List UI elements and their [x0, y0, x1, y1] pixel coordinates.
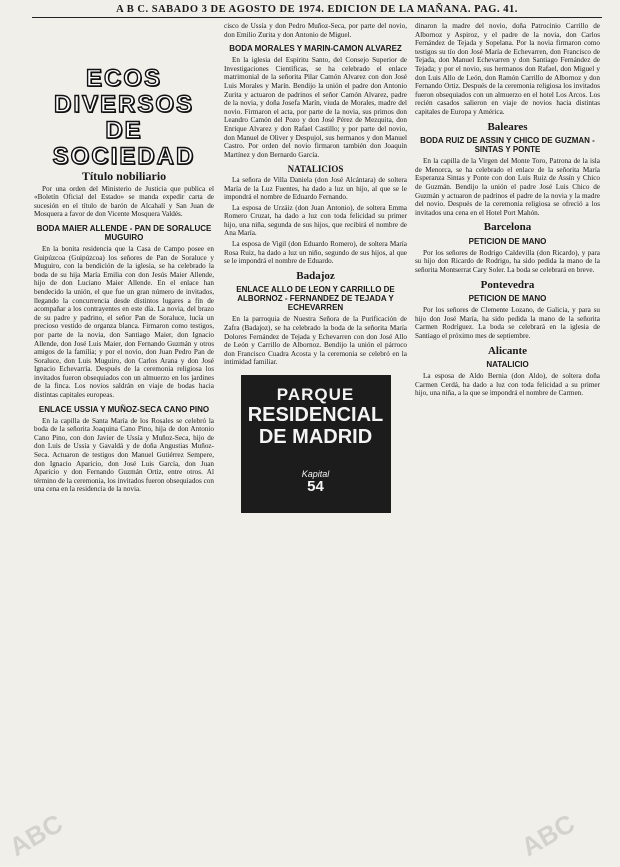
ad-line-1: PARQUE	[276, 385, 355, 404]
ad-line-3: Kapital	[301, 469, 330, 479]
watermark: ABC	[516, 807, 580, 863]
article-heading: PETICION DE MANO	[468, 236, 547, 246]
article-paragraph: La esposa de Aldo Bernia (don Aldo), de soltera doña Carmen Cerdá, ha dado a luz con toda felicidad a su primer hijo, una niña, a la que se impondrá el nombre de Carmen.	[415, 372, 600, 398]
region-heading: Alicante	[487, 344, 528, 357]
advertisement[interactable]	[241, 375, 391, 513]
article-paragraph: Por una orden del Ministerio de Justicia que publica el «Boletín Oficial del Estado» se manda expedir carta de sucesión en el título de barón de Alcahalí y San Juan de Mosquera a favor de don Vicente Mosquera Valdés.	[34, 184, 214, 219]
ad-line-2: RESIDENCIAL DE MADRID	[247, 404, 384, 448]
article-paragraph: La esposa de Vigil (don Eduardo Romero), de soltera María Rosa Ruiz, ha dado a luz un niño, segundo de sus hijos, al que se le impondrá el nombre de Eduardo.	[224, 240, 407, 266]
page-header: A B C. SABADO 3 DE AGOSTO DE 1974. EDICION DE LA MAÑANA. PAG. 41.	[32, 4, 602, 18]
column-2	[224, 22, 407, 862]
article-paragraph: En la iglesia del Espíritu Santo, del Consejo Superior de Investigaciones Científicas, se ha celebrado el enlace matrimonial de la señorita Pilar Camón Alvarez con don José Luis Morales y Marín. Bendijo la unión el padre don Antonio Zurita y actuaron de padrinos el señor Camón Alvarez, padre de la novia, y doña Josefa Marín, viuda de Morales, madre del novio. Firmaron el acta, por parte de la novia, sus primos don Leandro Camón del Pozo y don José Pérez de Mezquita, don Enrique Alvarez y don Rafael Castillo; y por parte del novio, don Manuel de Oliver y Despujol, sus hermanos y don Manuel Castro. Por orden del novio firmaron también don Joaquín Martínez y don Bernardo García.	[224, 56, 407, 159]
article-paragraph: La esposa de Urzáiz (don Juan Antonio), de soltera Emma Romero Cruzat, ha dado a luz con toda felicidad su primer hijo, una niña, segunda de sus hijos, que recibirá el nombre de Ana María.	[224, 203, 407, 238]
article-heading: PETICION DE MANO	[468, 294, 547, 304]
region-heading: Pontevedra	[480, 278, 535, 291]
region-heading: Badajoz	[296, 269, 335, 282]
region-heading: Barcelona	[483, 221, 532, 234]
column-3	[415, 22, 600, 862]
article-paragraph: En la capilla de Santa María de los Rosales se celebró la boda de la señorita Joaquina Cano Pino, hija de don Antonio Cano Pino, con don Javier de Ussía y Muñoz-Seca, hijo de don Luis de Ussía y Gavaldá y de doña Angustias Muñoz-Seca. Actuaron de testigos don Manuel Gutiérrez Sempere, don Ignacio Aparicio, don José Luis García, don Juan Aparicio y don Fernando Guzmán Ortiz, entre otros. Al término de la ceremonia, los invitados fueron obsequiados con una cena en la residencia de la novia.	[34, 416, 214, 494]
article-paragraph: En la capilla de la Virgen del Monte Toro, Patrona de la isla de Menorca, se ha celebrado el enlace de la señorita María Esperanza Sintas y Ponte con don Luis Ruiz de Assín y Chico de Guzmán. Bendijo la unión el padre José Luis Chico de Guzmán y actuaron de padrinos el padre de la novia y la madre del novio. Después de la ceremonia religiosa se ofreció a los invitados una cena en el Hotel Port Mahón.	[415, 157, 600, 217]
article-heading: ENLACE USSIA Y MUÑOZ-SECA CANO PINO	[38, 404, 210, 414]
article-heading: NATALICIO	[486, 360, 529, 370]
article-paragraph: Por los señores de Rodrigo Caldevilla (don Ricardo), y para su hijo don Ricardo de Rodrigo, ha sido pedida la mano de la señorita Montserrat Cary Soler. La boda se celebrará en breve.	[415, 248, 600, 275]
article-heading: BODA MAIER ALLENDE - PAN DE SORALUCE MUGUIRO	[36, 223, 212, 242]
ad-line-4: 54	[307, 477, 324, 495]
article-paragraph: Por los señores de Clemente Lozano, de Galicia, y para su hijo don José María, ha sido pedida la mano de la señorita Carmen Rodríguez. La boda se celebrará en la iglesia de Santiago el próximo mes de septiembre.	[415, 306, 600, 341]
region-heading: Baleares	[487, 120, 528, 133]
article-paragraph: En la parroquia de Nuestra Señora de la Purificación de Zafra (Badajoz), se ha celebrado la boda de la señorita María Dolores Fernández de Tejada y Echevarren con don José Allo de León y Carrillo de Albornoz. Bendijo la unión el párroco don Francisco Cuadra Acosta y la ceremonia se celebró en la intimidad familiar.	[224, 315, 407, 367]
article-paragraph: cisco de Ussía y don Pedro Muñoz-Seca, por parte del novio, don Emilio Zurita y don Antonio de Miguel.	[224, 22, 407, 39]
watermark: ABC	[4, 807, 68, 863]
section-title: ECOS DIVERSOS DE SOCIEDAD	[52, 65, 196, 170]
article-heading: BODA RUIZ DE ASSIN Y CHICO DE GUZMAN - SINTAS Y PONTE	[420, 136, 595, 155]
article-paragraph: dinaron la madre del novio, doña Patrocinio Carrillo de Albornoz y Aspiroz, y el padre de la novia, don Carlos Fernández de Tejada y Sopelana. Por la novia firmaron como testigos su tío don José María de Echevarren, don Francisco de Tejada, don Manuel Echevarren y don Santiago Fernández de Tejada; y por el novio, sus hermanos don Rafael, don Miguel y don Luis Allo de León, don Ramón Carrillo de Albornoz y don Fernando Ortiz. Después de la ceremonia religiosa los invitados fueron obsequiados con un almuerzo en el hotel Los Arcos. Los recién casados salieron en viaje de novios hacia distintas capitales de Europa y América.	[415, 22, 600, 116]
article-paragraph: La señora de Villa Daniela (don José Alcántara) de soltera María de la Luz Fuentes, ha dado a luz un hijo, al que se le impondrá el nombre de Eduardo Fernando.	[224, 175, 407, 202]
column-1	[34, 22, 214, 862]
article-paragraph: En la bonita residencia que la Casa de Campo posee en Guipúzcoa (Guipúzcoa) los señores de Pan de Soraluce y Muguiro, con la bendición de la iglesia, se ha celebrado la boda de su hija María Emilia con don Jesús Maier Allende, hijo de don Luciano Maier Allende. En el enlace han bendecido la unión, el que fue un gran número de invitados, llegando la concurrencia desde distintos lugares a fin de acompañar a los contrayentes en este día. La novia, del brazo de su padre y padrino, el señor Pan de Soraluce, lucía un precioso vestido de organza blanca. Firmaron como testigos, por parte de la novia, don Santiago Maier, don Ignacio Allende, don José Luis Maier, don Fernando Guzmán y otros amigos de la familia; y por el novio, don Juan Pedro Pan de Soraluce, don Luis Muguiro, don Carlos Arana y don José Ignacio Echevarría. Después de la ceremonia religiosa los invitados fueron obsequiados con un almuerzo en los jardines de la finca. Los novios saldrán en viaje de bodas hacia distintas capitales europeas.	[34, 244, 214, 400]
article-heading-titulo: Título nobiliario	[81, 169, 167, 183]
article-heading: NATALICIOS	[287, 164, 344, 175]
article-heading: BODA MORALES Y MARIN-CAMON ALVAREZ	[229, 44, 402, 54]
article-heading: ENLACE ALLO DE LEON Y CARRILLO DE ALBORNOZ - FERNANDEZ DE TEJADA Y ECHEVARREN	[236, 285, 395, 313]
